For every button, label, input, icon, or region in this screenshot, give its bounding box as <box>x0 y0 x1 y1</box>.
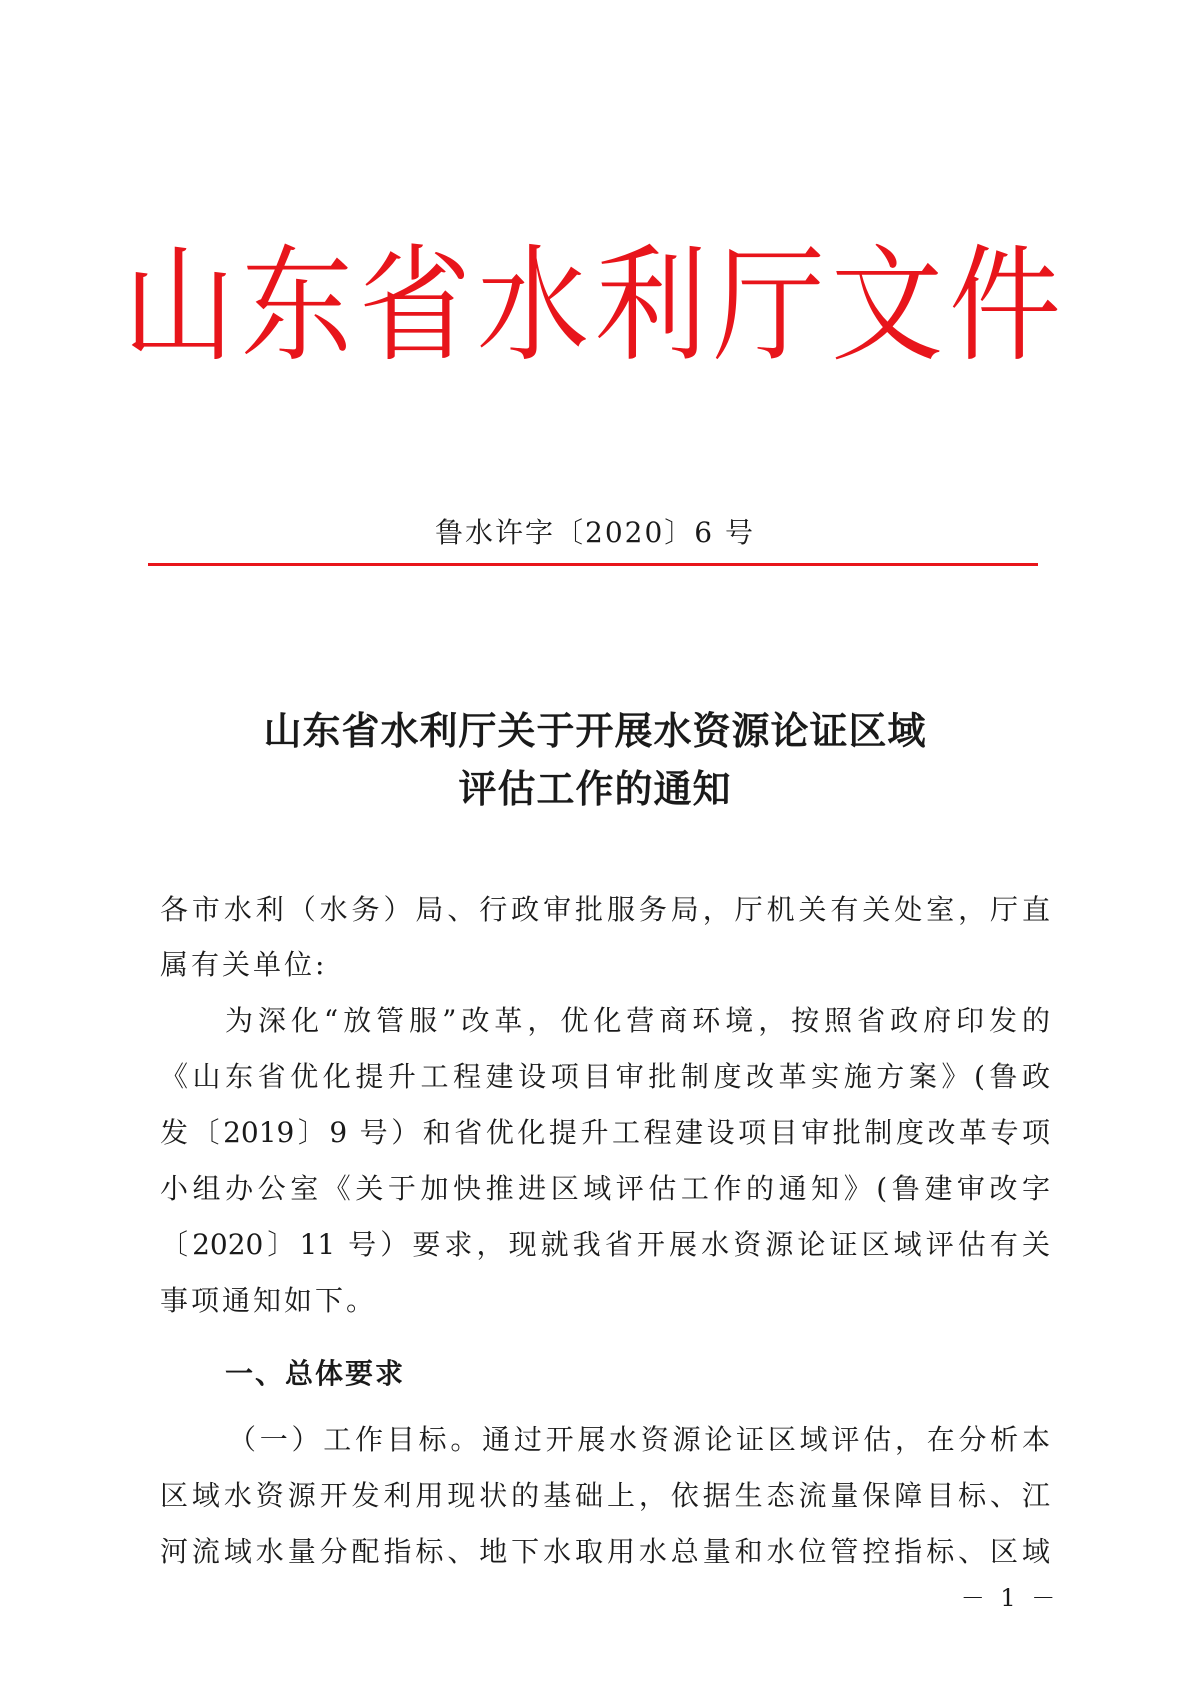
body-paragraph-line: 发〔2019〕9 号）和省优化提升工程建设项目审批制度改革专项 <box>160 1116 1050 1149</box>
document-title-line-1: 山东省水利厅关于开展水资源论证区域 <box>263 708 927 753</box>
addressee-line-2: 属有关单位: <box>160 948 328 981</box>
body-paragraph-line: 为深化“放管服”改革，优化营商环境，按照省政府印发的 <box>225 1004 1050 1037</box>
body-paragraph-line: 事项通知如下。 <box>160 1284 378 1317</box>
red-header-title: 山东省水利厅文件 <box>123 233 1067 380</box>
addressee-line-1: 各市水利（水务）局、行政审批服务局，厅机关有关处室，厅直 <box>160 893 1050 926</box>
section-paragraph-line: （一）工作目标。通过开展水资源论证区域评估，在分析本 <box>228 1423 1050 1456</box>
section-paragraph-line: 河流域水量分配指标、地下水取用水总量和水位管控指标、区域 <box>160 1535 1050 1568</box>
section-paragraph-line: 区域水资源开发利用现状的基础上，依据生态流量保障目标、江 <box>160 1479 1050 1512</box>
red-divider-line <box>148 563 1038 566</box>
body-paragraph-line: 《山东省优化提升工程建设项目审批制度改革实施方案》(鲁政 <box>160 1060 1050 1093</box>
document-number: 鲁水许字〔2020〕6 号 <box>435 516 755 549</box>
document-title-line-2: 评估工作的通知 <box>458 766 732 811</box>
page-number: － 1 － <box>960 1584 1060 1612</box>
body-paragraph-line: 〔2020〕11 号）要求，现就我省开展水资源论证区域评估有关 <box>160 1228 1050 1261</box>
section-heading: 一、总体要求 <box>225 1357 406 1390</box>
body-paragraph-line: 小组办公室《关于加快推进区域评估工作的通知》(鲁建审改字 <box>160 1172 1050 1205</box>
